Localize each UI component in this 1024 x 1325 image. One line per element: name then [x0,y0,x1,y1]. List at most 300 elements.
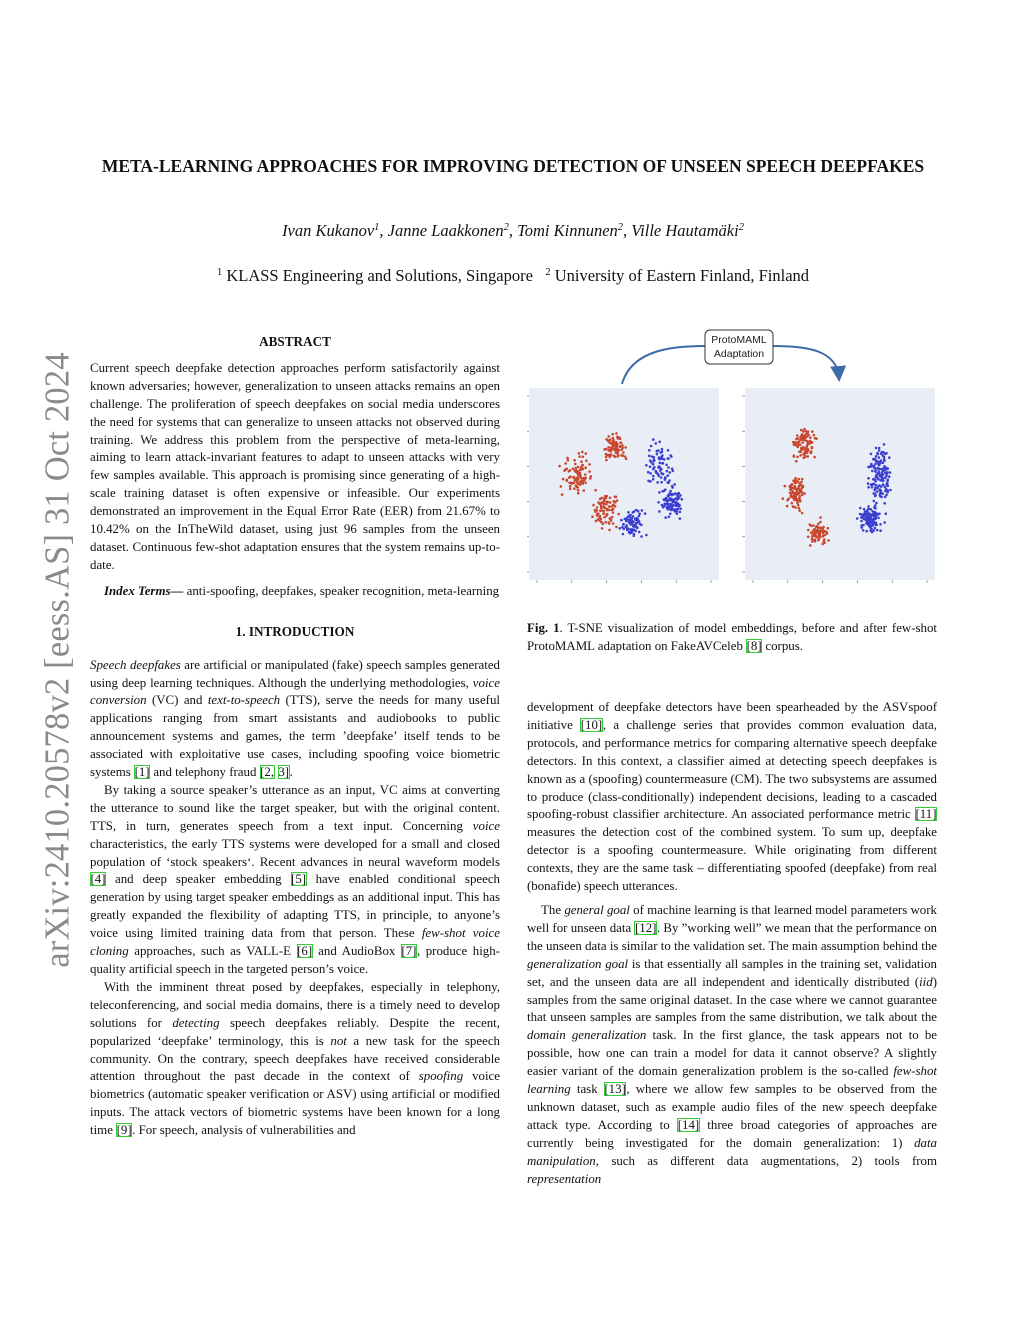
scatter-point-bonafide [827,527,830,530]
scatter-point-bonafide [566,457,569,460]
scatter-point-bonafide [798,499,801,502]
scatter-point-spoof [660,476,663,479]
tsne-panel-before [527,388,719,583]
author-affiliation-mark: 2 [738,222,744,233]
scatter-point-bonafide [802,430,805,433]
scatter-point-bonafide [582,456,585,459]
scatter-point-spoof [629,523,632,526]
scatter-point-spoof [670,509,673,512]
scatter-point-bonafide [800,448,803,451]
scatter-point-spoof [628,521,631,524]
scatter-point-bonafide [597,501,600,504]
scatter-point-bonafide [804,448,807,451]
scatter-point-bonafide [827,539,830,542]
scatter-point-bonafide [608,505,611,508]
scatter-point-bonafide [576,471,579,474]
scatter-point-spoof [619,527,622,530]
scatter-point-spoof [870,484,873,487]
scatter-point-spoof [885,475,888,478]
scatter-point-spoof [867,511,870,514]
scatter-point-bonafide [801,478,804,481]
scatter-point-bonafide [573,487,576,490]
scatter-point-spoof [652,438,655,441]
scatter-point-spoof [620,519,623,522]
scatter-point-spoof [880,491,883,494]
author-separator: , [379,221,388,240]
citation-link[interactable]: [11] [915,807,937,822]
scatter-point-bonafide [792,505,795,508]
scatter-point-spoof [874,463,877,466]
scatter-point-spoof [663,505,666,508]
scatter-point-spoof [632,525,635,528]
scatter-point-spoof [648,455,651,458]
scatter-point-spoof [638,512,641,515]
scatter-point-spoof [670,455,673,458]
scatter-point-spoof [882,462,885,465]
scatter-point-spoof [880,485,883,488]
scatter-point-spoof [641,509,644,512]
scatter-point-spoof [650,445,653,448]
scatter-point-bonafide [814,538,817,541]
scatter-point-spoof [879,479,882,482]
scatter-point-spoof [865,530,868,533]
scatter-point-bonafide [604,521,607,524]
scatter-point-spoof [649,472,652,475]
index-terms [90,583,500,601]
tsne-figure [527,328,937,583]
scatter-point-bonafide [619,442,622,445]
scatter-point-bonafide [585,459,588,462]
adaptation-arrow-left [622,346,705,384]
scatter-point-spoof [661,455,664,458]
scatter-point-bonafide [581,451,584,454]
arxiv-identifier: arXiv:2410.20578v2 [eess.AS] 31 Oct 2024 [38,352,77,968]
scatter-point-spoof [666,481,669,484]
scatter-point-spoof [877,478,880,481]
scatter-point-bonafide [624,446,627,449]
scatter-point-spoof [665,503,668,506]
scatter-point-bonafide [609,438,612,441]
author-affiliation-mark: 2 [617,222,624,233]
scatter-point-spoof [879,529,882,532]
scatter-point-spoof [870,508,873,511]
scatter-point-bonafide [569,475,572,478]
scatter-point-spoof [658,456,661,459]
scatter-point-bonafide [817,526,820,529]
scatter-point-bonafide [604,495,607,498]
scatter-point-bonafide [804,435,807,438]
scatter-point-spoof [859,513,862,516]
affiliation-number: 2 [545,267,551,278]
intro-paragraph-3: With the imminent threat posed by deepfakes, especially in telephony, teleconferencing, and social media domains, there is a timely need to develop solutions for detecting speech deepfakes reliably. Despite the recent, popularized ‘deepfake’ terminology, this is not a new task for the speech community. On the contrary, speech deepfakes have received considerable attention throughout the past decade in the context of spoofing voice biometrics (automatic speaker verification or ASV) using artificial or modified inputs. The attack vectors of biometric systems have been known for a long time [9]. For speech, analysis of vulnerabilities and [90,979,500,1138]
scatter-point-spoof [875,455,878,458]
adaptation-label-line1: ProtoMAML [711,334,767,346]
scatter-point-spoof [884,490,887,493]
scatter-point-bonafide [797,504,800,507]
scatter-point-bonafide [608,522,611,525]
scatter-point-bonafide [585,452,588,455]
scatter-point-bonafide [615,526,618,529]
caption-text: . T-SNE visualization of model embeddings, before and after few-shot ProtoMAML adaptation on FakeAVCeleb [527,621,938,653]
author-affiliation-mark: 1 [374,222,380,233]
abstract-heading: ABSTRACT [259,334,331,349]
scatter-point-bonafide [813,434,816,437]
scatter-point-spoof [859,507,862,510]
scatter-point-spoof [655,442,658,445]
author-separator: , [623,221,632,240]
scatter-point-spoof [638,531,641,534]
scatter-point-spoof [640,524,643,527]
scatter-point-spoof [630,529,633,532]
scatter-point-bonafide [795,460,798,463]
scatter-point-bonafide [819,521,822,524]
scatter-point-bonafide [558,465,561,468]
scatter-point-bonafide [803,452,806,455]
scatter-point-spoof [667,466,670,469]
scatter-point-bonafide [617,513,620,516]
citation-link[interactable]: [9] [116,1123,132,1138]
scatter-point-spoof [647,480,650,483]
scatter-point-bonafide [594,489,597,492]
scatter-point-bonafide [602,509,605,512]
scatter-point-bonafide [578,455,581,458]
scatter-point-spoof [879,523,882,526]
scatter-point-spoof [667,508,670,511]
scatter-point-spoof [664,488,667,491]
scatter-point-bonafide [789,491,792,494]
scatter-point-spoof [887,479,890,482]
citation-link[interactable]: 3] [278,765,290,780]
scatter-point-bonafide [618,436,621,439]
scatter-point-spoof [656,481,659,484]
scatter-point-spoof [867,523,870,526]
caption-end: corpus. [762,638,803,653]
scatter-point-spoof [884,471,887,474]
scatter-point-spoof [865,512,868,515]
scatter-point-spoof [679,517,682,520]
scatter-point-spoof [647,471,650,474]
scatter-point-spoof [883,466,886,469]
scatter-point-bonafide [801,494,804,497]
scatter-point-bonafide [605,456,608,459]
scatter-point-bonafide [807,443,810,446]
scatter-point-bonafide [579,481,582,484]
scatter-point-spoof [869,465,872,468]
scatter-point-bonafide [580,460,583,463]
scatter-point-bonafide [796,489,799,492]
scatter-point-bonafide [796,456,799,459]
tsne-panel-after [742,388,935,583]
scatter-point-spoof [862,514,865,517]
scatter-point-bonafide [811,538,814,541]
scatter-point-spoof [874,494,877,497]
scatter-point-spoof [669,513,672,516]
scatter-point-spoof [658,441,661,444]
scatter-point-bonafide [600,507,603,510]
scatter-point-spoof [878,474,881,477]
scatter-point-spoof [886,471,889,474]
scatter-point-bonafide [566,468,569,471]
scatter-point-spoof [632,511,635,514]
scatter-point-bonafide [809,544,812,547]
scatter-point-bonafide [792,495,795,498]
scatter-point-spoof [860,520,863,523]
scatter-point-bonafide [588,470,591,473]
scatter-point-spoof [867,516,870,519]
scatter-point-spoof [677,497,680,500]
figure-label: Fig. 1 [527,621,560,635]
citation-link[interactable]: [4] [90,872,106,887]
scatter-point-bonafide [572,482,575,485]
scatter-point-bonafide [789,486,792,489]
scatter-point-bonafide [573,459,576,462]
citation-link[interactable]: [12] [634,920,657,935]
scatter-point-spoof [874,527,877,530]
scatter-point-bonafide [800,481,803,484]
scatter-point-spoof [655,471,658,474]
scatter-point-spoof [637,510,640,513]
author-name: Tomi Kinnunen [517,221,618,240]
citation-link[interactable]: [14] [677,1117,700,1132]
introduction-heading: 1. INTRODUCTION [235,623,355,639]
citation-link[interactable]: [5] [291,872,307,887]
scatter-point-spoof [877,468,880,471]
scatter-point-bonafide [807,536,810,539]
scatter-point-spoof [652,456,655,459]
scatter-point-bonafide [600,518,603,521]
scatter-point-bonafide [568,482,571,485]
scatter-point-bonafide [616,445,619,448]
scatter-point-bonafide [564,462,567,465]
scatter-point-bonafide [793,455,796,458]
scatter-point-bonafide [607,449,610,452]
scatter-point-bonafide [826,531,829,534]
citation-link[interactable]: [10] [580,717,603,732]
scatter-point-bonafide [584,466,587,469]
affiliation-name: KLASS Engineering and Solutions, Singapore [226,266,533,285]
scatter-point-spoof [622,523,625,526]
citation-link[interactable]: [2, [260,765,275,780]
scatter-point-bonafide [567,459,570,462]
scatter-point-spoof [867,508,870,511]
scatter-point-spoof [661,462,664,465]
scatter-point-spoof [661,490,664,493]
scatter-point-bonafide [574,463,577,466]
scatter-point-spoof [676,513,679,516]
scatter-point-spoof [668,479,671,482]
scatter-point-spoof [631,520,634,523]
scatter-point-bonafide [793,485,796,488]
scatter-point-spoof [657,449,660,452]
scatter-point-bonafide [612,508,615,511]
scatter-point-spoof [887,489,890,492]
scatter-point-spoof [873,506,876,509]
scatter-point-bonafide [782,497,785,500]
scatter-point-spoof [878,449,881,452]
scatter-point-spoof [881,451,884,454]
scatter-point-spoof [626,527,629,530]
scatter-point-spoof [645,534,648,537]
scatter-point-bonafide [576,481,579,484]
scatter-point-spoof [673,509,676,512]
scatter-point-bonafide [608,456,611,459]
scatter-point-bonafide [815,437,818,440]
scatter-point-bonafide [803,456,806,459]
scatter-point-spoof [889,489,892,492]
scatter-point-bonafide [561,493,564,496]
scatter-point-spoof [669,490,672,493]
scatter-point-spoof [875,484,878,487]
scatter-point-spoof [885,512,888,515]
scatter-point-spoof [669,492,672,495]
scatter-point-spoof [653,459,656,462]
scatter-point-bonafide [799,454,802,457]
paper-title: META-LEARNING APPROACHES FOR IMPROVING DETECTION OF UNSEEN SPEECH DEEPFAKES [101,156,925,176]
scatter-point-bonafide [577,492,580,495]
scatter-point-spoof [873,466,876,469]
scatter-point-bonafide [823,540,826,543]
scatter-point-spoof [883,521,886,524]
left-column [90,333,500,1140]
scatter-point-bonafide [617,455,620,458]
scatter-point-spoof [667,474,670,477]
scatter-point-bonafide [622,451,625,454]
scatter-point-spoof [634,518,637,521]
scatter-point-spoof [884,468,887,471]
scatter-point-spoof [871,470,874,473]
scatter-point-spoof [872,522,875,525]
scatter-point-bonafide [584,473,587,476]
intro-paragraph-2: By taking a source speaker’s utterance as an input, VC aims at converting the utterance to sound like the target speaker, but with the original content. TTS, in turn, generates speech from a text input. Concerning voice characteristics, the early TTS systems were developed for a small and closed population of ‘stock speakers‘. Recent advances in neural waveform models [4] and deep speaker embedding [5] have enabled conditional speech generation by using target speaker embeddings as an additional input. This has greatly expanded the flexibility of adapting TTS, in principle, to anyone’s voice using limited training data from that person. These few-shot voice cloning approaches, such as VALL-E [6] and AudioBox [7], produce high-quality artificial speech in the targeted person’s voice. [90,782,500,976]
scatter-point-bonafide [605,501,608,504]
citation-link[interactable]: [8] [746,638,762,653]
scatter-point-bonafide [611,433,614,436]
scatter-point-spoof [664,516,667,519]
scatter-point-spoof [871,519,874,522]
author-affiliation-mark: 2 [503,222,509,233]
scatter-point-spoof [621,526,624,529]
scatter-point-bonafide [562,478,565,481]
scatter-point-spoof [675,504,678,507]
scatter-point-spoof [874,523,877,526]
author-separator: , [508,221,518,240]
scatter-point-bonafide [607,435,610,438]
author-name: Janne Laakkonen [387,221,504,240]
scatter-point-bonafide [619,445,622,448]
scatter-point-spoof [867,482,870,485]
scatter-point-spoof [653,466,656,469]
scatter-point-bonafide [599,510,602,513]
scatter-point-bonafide [612,444,615,447]
scatter-point-bonafide [798,507,801,510]
scatter-point-spoof [874,516,877,519]
citation-link[interactable]: [13] [604,1082,626,1097]
scatter-point-bonafide [802,446,805,449]
scatter-point-spoof [645,464,648,467]
scatter-point-bonafide [578,452,581,455]
scatter-point-spoof [677,508,680,511]
scatter-point-spoof [883,456,886,459]
scatter-point-spoof [669,503,672,506]
scatter-point-bonafide [784,485,787,488]
scatter-point-bonafide [801,491,804,494]
scatter-point-spoof [871,513,874,516]
scatter-point-bonafide [797,492,800,495]
scatter-point-spoof [652,475,655,478]
scatter-point-bonafide [823,530,826,533]
scatter-point-bonafide [615,441,618,444]
scatter-point-bonafide [603,506,606,509]
scatter-point-bonafide [607,446,610,449]
scatter-point-bonafide [812,524,815,527]
citation-link[interactable]: [7] [401,944,417,959]
scatter-point-bonafide [596,506,599,509]
scatter-point-spoof [662,473,665,476]
scatter-point-spoof [638,515,641,518]
plot-background [529,388,719,580]
scatter-point-bonafide [811,535,814,538]
scatter-point-spoof [877,453,880,456]
scatter-point-bonafide [612,511,615,514]
scatter-point-spoof [650,461,653,464]
author-name: Ivan Kukanov [282,221,375,240]
scatter-point-spoof [665,497,668,500]
scatter-point-spoof [679,511,682,514]
body-paragraph-generalization: The general goal of machine learning is that learned model parameters work well for unseen data [12]. By ”working well” we mean that the performance on the unseen data is similar to the validation set. The main assumption behind the generalization goal is that essentially all samples in the training set, validation set, and the unseen data are all independent and identically distributed (iid) samples from the same original dataset. In the case where we cannot guarantee that unseen samples are samples from the same distribution, we talk about the domain generalization task. In the first glance, the task appears not to be possible, how one can train a model for data it cannot observe? A slightly easier variant of the domain generalization problem is the so-called few-shot learning task [13], where we allow few samples to be observed from the unknown dataset, such as example audio files of the new speech deepfake attack type. According to [14] three broad categories of approaches are currently being investigated for the domain generalization: 1) data manipulation, such as different data augmentations, 2) tools from representation [527,902,938,1186]
scatter-point-bonafide [799,436,802,439]
scatter-point-spoof [661,448,664,451]
scatter-point-spoof [876,529,879,532]
scatter-point-spoof [673,483,676,486]
scatter-point-spoof [674,492,677,495]
citation-link[interactable]: [6] [297,944,313,959]
scatter-point-bonafide [804,439,807,442]
scatter-point-bonafide [615,496,618,499]
scatter-point-bonafide [584,482,587,485]
scatter-point-bonafide [800,451,803,454]
scatter-point-bonafide [612,500,615,503]
scatter-point-bonafide [605,503,608,506]
scatter-point-spoof [665,464,668,467]
scatter-point-bonafide [815,530,818,533]
scatter-point-bonafide [611,516,614,519]
scatter-point-bonafide [581,482,584,485]
scatter-point-bonafide [814,534,817,537]
scatter-point-bonafide [577,466,580,469]
scatter-point-bonafide [609,517,612,520]
scatter-point-bonafide [612,437,615,440]
scatter-point-spoof [640,535,643,538]
scatter-point-bonafide [615,448,618,451]
scatter-point-bonafide [581,464,584,467]
scatter-point-bonafide [596,509,599,512]
scatter-point-bonafide [577,489,580,492]
scatter-point-spoof [878,456,881,459]
citation-link[interactable]: [1] [134,765,150,780]
scatter-point-bonafide [798,495,801,498]
scatter-point-bonafide [614,505,617,508]
scatter-point-bonafide [821,535,824,538]
scatter-point-bonafide [789,495,792,498]
scatter-point-spoof [873,500,876,503]
scatter-point-spoof [880,475,883,478]
scatter-point-bonafide [565,479,568,482]
right-column [527,699,937,1188]
scatter-point-spoof [669,471,672,474]
scatter-point-spoof [874,470,877,473]
scatter-point-bonafide [807,529,810,532]
adaptation-arrow-right [773,346,839,378]
